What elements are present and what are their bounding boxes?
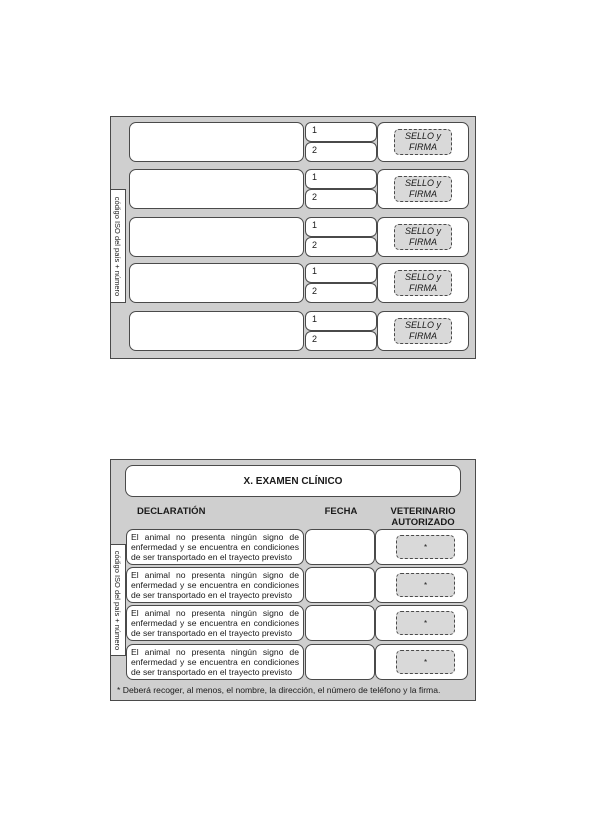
vet-stamp-area: [396, 650, 455, 674]
vet-signature-box[interactable]: [375, 567, 468, 603]
header-declaration: [137, 506, 227, 517]
side-label-text: código ISO del país + número: [113, 550, 123, 650]
slot-number: 2: [312, 286, 318, 296]
declaration-text: El animal no presenta ningún signo de enfermedad y se encuentra en condiciones de ser transportado en el trayecto previsto: [131, 608, 299, 638]
vet-stamp-area: [396, 573, 455, 597]
top-side-label: [110, 189, 126, 303]
entry-field[interactable]: [129, 263, 304, 303]
header-vet-line2: AUTORIZADO: [391, 517, 455, 528]
declaration-box: [126, 567, 304, 603]
header-declaration-text: DECLARATIÓN: [137, 506, 206, 517]
declaration-box: [126, 605, 304, 641]
slot-number: 1: [312, 266, 318, 276]
stamp-text-2: FIRMA: [409, 142, 437, 152]
stamp-box[interactable]: [377, 169, 469, 209]
slot-number: 1: [312, 172, 318, 182]
vet-signature-box[interactable]: [375, 605, 468, 641]
stamp-area: [394, 224, 452, 250]
top-form-panel: [110, 116, 476, 359]
side-label-text: código ISO del país + número: [113, 196, 123, 296]
date-field[interactable]: [305, 644, 375, 680]
stamp-text-2: FIRMA: [409, 237, 437, 247]
footnote: [117, 685, 440, 695]
vet-signature-box[interactable]: [375, 529, 468, 565]
section-title-text: X. EXAMEN CLÍNICO: [243, 475, 343, 487]
slot-number: 1: [312, 220, 318, 230]
stamp-area: [394, 270, 452, 296]
asterisk-mark: *: [423, 542, 428, 552]
entry-field[interactable]: [129, 169, 304, 209]
entry-slot-1[interactable]: [305, 263, 377, 283]
entry-slot-2[interactable]: [305, 331, 377, 351]
entry-slot-1[interactable]: [305, 169, 377, 189]
date-field[interactable]: [305, 605, 375, 641]
bottom-side-label: [110, 544, 126, 656]
slot-number: 2: [312, 145, 318, 155]
entry-field[interactable]: [129, 311, 304, 351]
date-field[interactable]: [305, 529, 375, 565]
stamp-text-1: SELLO y: [404, 272, 442, 282]
stamp-text-2: FIRMA: [409, 283, 437, 293]
entry-slot-2[interactable]: [305, 189, 377, 209]
declaration-text: El animal no presenta ningún signo de enfermedad y se encuentra en condiciones de ser transportado en el trayecto previsto: [131, 570, 299, 600]
slot-number: 2: [312, 334, 318, 344]
entry-slot-1[interactable]: [305, 217, 377, 237]
entry-slot-1[interactable]: [305, 122, 377, 142]
stamp-area: [394, 129, 452, 155]
entry-slot-1[interactable]: [305, 311, 377, 331]
stamp-box[interactable]: [377, 122, 469, 162]
header-vet-line1: VETERINARIO: [390, 506, 456, 517]
declaration-box: [126, 644, 304, 680]
entry-field[interactable]: [129, 217, 304, 257]
slot-number: 2: [312, 192, 318, 202]
entry-field[interactable]: [129, 122, 304, 162]
footnote-text: * Deberá recoger, al menos, el nombre, la dirección, el número de teléfono y la firma.: [117, 685, 441, 695]
stamp-text-1: SELLO y: [404, 226, 442, 236]
slot-number: 1: [312, 314, 318, 324]
entry-slot-2[interactable]: [305, 237, 377, 257]
stamp-text-1: SELLO y: [404, 131, 442, 141]
date-field[interactable]: [305, 567, 375, 603]
header-date-text: FECHA: [324, 506, 358, 517]
header-date: [307, 506, 375, 517]
slot-number: 1: [312, 125, 318, 135]
stamp-area: [394, 176, 452, 202]
asterisk-mark: *: [423, 580, 428, 590]
declaration-text: El animal no presenta ningún signo de enfermedad y se encuentra en condiciones de ser transportado en el trayecto previsto: [131, 532, 299, 562]
section-title: [125, 465, 461, 497]
vet-stamp-area: [396, 611, 455, 635]
stamp-box[interactable]: [377, 311, 469, 351]
stamp-box[interactable]: [377, 263, 469, 303]
entry-slot-2[interactable]: [305, 142, 377, 162]
entry-slot-2[interactable]: [305, 283, 377, 303]
declaration-box: [126, 529, 304, 565]
vet-signature-box[interactable]: [375, 644, 468, 680]
asterisk-mark: *: [423, 618, 428, 628]
stamp-area: [394, 318, 452, 344]
declaration-text: El animal no presenta ningún signo de enfermedad y se encuentra en condiciones de ser transportado en el trayecto previsto: [131, 647, 299, 677]
asterisk-mark: *: [423, 657, 428, 667]
header-vet: [377, 506, 469, 528]
slot-number: 2: [312, 240, 318, 250]
stamp-text-1: SELLO y: [404, 320, 442, 330]
vet-stamp-area: [396, 535, 455, 559]
stamp-text-2: FIRMA: [409, 331, 437, 341]
clinical-exam-panel: [110, 459, 476, 701]
stamp-box[interactable]: [377, 217, 469, 257]
stamp-text-2: FIRMA: [409, 189, 437, 199]
stamp-text-1: SELLO y: [404, 178, 442, 188]
